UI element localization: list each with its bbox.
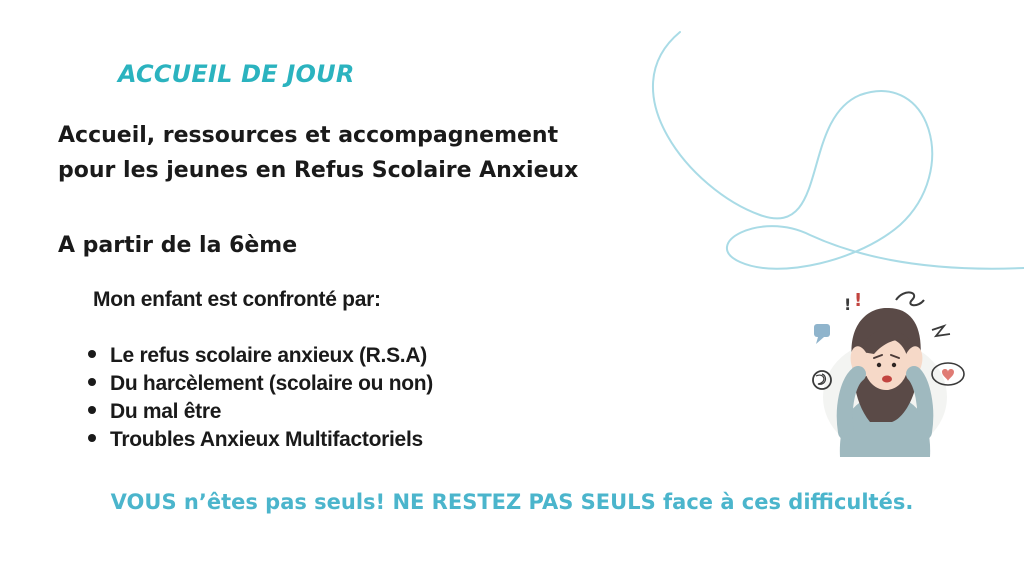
section-kicker: ACCUEIL DE JOUR [118,60,355,88]
list-item [88,398,433,426]
bullet-icon [88,350,96,358]
difficulty-list [88,342,433,454]
list-item [88,426,433,454]
list-item [88,342,433,370]
svg-text:!: ! [854,290,863,311]
age-level: A partir de la 6ème [58,233,298,258]
svg-text:!: ! [844,295,852,314]
list-item [88,370,433,398]
list-item-label: Le refus scolaire anxieux (R.S.A) [110,344,427,367]
anxious-girl-illustration [800,282,970,457]
reassurance-message: VOUS n’êtes pas seuls! NE RESTEZ PAS SEULS face à ces difficultés. [110,490,914,514]
list-item-label: Du harcèlement (scolaire ou non) [110,372,433,395]
bullet-icon [88,434,96,442]
bullet-icon [88,406,96,414]
list-intro: Mon enfant est confronté par: [93,288,381,311]
page-headline [58,118,578,188]
headline-line-2: pour les jeunes en Refus Scolaire Anxieux [58,158,579,183]
list-item-label: Troubles Anxieux Multifactoriels [110,428,423,451]
bullet-icon [88,378,96,386]
headline-line-1: Accueil, ressources et accompagnement [58,123,559,148]
list-item-label: Du mal être [110,400,222,423]
